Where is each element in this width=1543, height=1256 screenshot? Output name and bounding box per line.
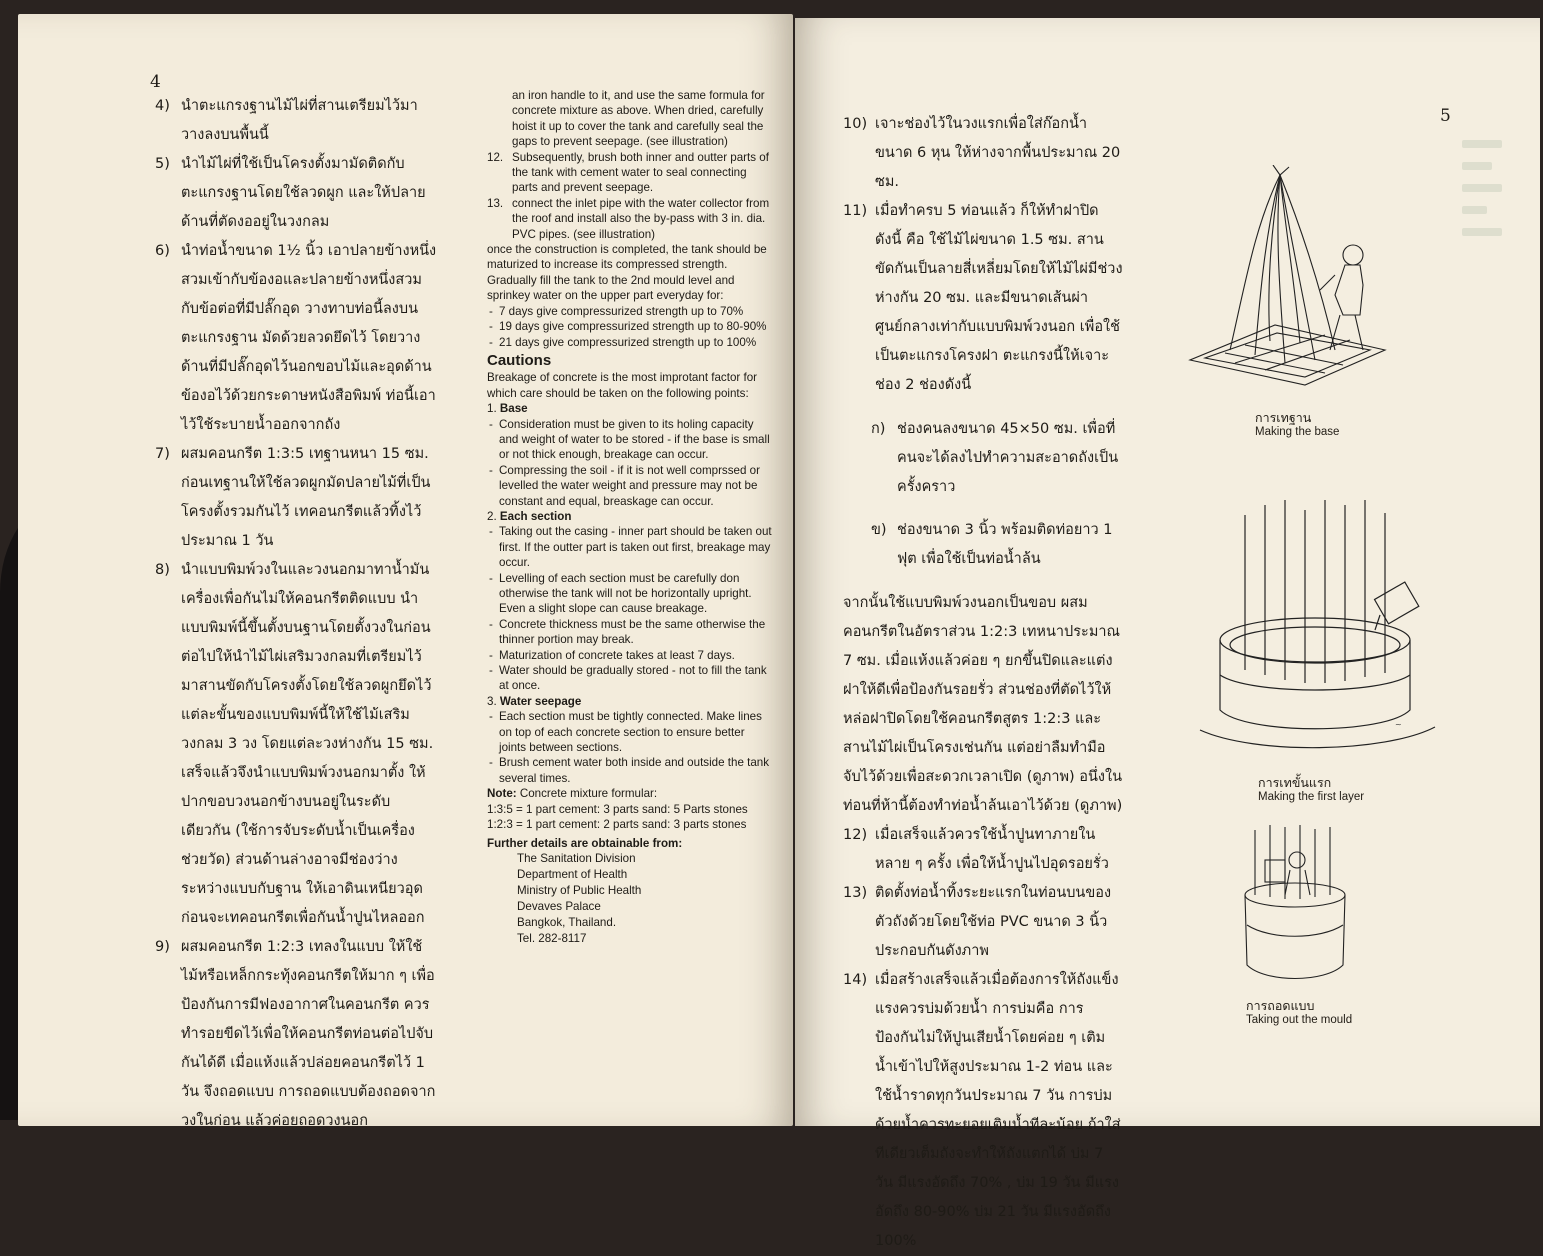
note-line: Note: Concrete mixture formular:	[487, 787, 658, 801]
thai-paragraph: จากนั้นใช้แบบพิมพ์วงนอกเป็นขอบ ผสมคอนกรีตในอัตราส่วน 1:2:3 เทหนาประมาณ 7 ซม. เมื่อแห้งแล้วค่อย ๆ ยกขึ้นปิดและแต่งฝาให้ดีเพื่อป้องกันรอยรั่ว ส่วนช่องที่ตัดไว้ให้หล่อฝาปิดโดยใช้คอนกรีตสูตร 1:2:3 และสานไม้ไผ่เป็นโครงเช่นกัน แต่อย่าลืมทำมือจับไว้ด้วยเพื่อสะดวกเวลาเปิด (ดูภาพ) อนึ่งในท่อนที่ห้านี้ต้องทำท่อน้ำล้นเอาไว้ด้วย (ดูภาพ)	[843, 594, 1123, 814]
address-line: The Sanitation Division	[517, 851, 636, 865]
figure-caption-first-layer: การเทขั้นแรก Making the first layer	[1258, 775, 1365, 803]
figure-caption-base: การเทฐาน Making the base	[1255, 410, 1340, 438]
left-thai-column	[155, 92, 437, 1136]
section-heading: 3. Water seepage	[487, 694, 582, 708]
address-line: Tel. 282-8117	[517, 931, 587, 945]
caution-item: - Consideration must be given to its holing capacity and weight of water to be stored - if the base is small or not thick enough, breakage can occur.	[487, 417, 774, 463]
figure-caption-taking-out-mould: การถอดแบบ Taking out the mould	[1246, 998, 1353, 1026]
strength-item: - 19 days give compressurized strength up to 80-90%	[487, 319, 774, 334]
thai-step: 14) เมื่อสร้างเสร็จแล้วเมื่อต้องการให้ถังแข็งแรงควรบ่มด้วยน้ำ การบ่มคือ การป้องกันไม่ให้ปูนเสียน้ำโดยค่อย ๆ เติมน้ำเข้าไปให้สูงประมาณ 1-2 ท่อน และใช้น้ำราดทุกวันประมาณ 7 วัน การบ่มด้วยน้ำควรทะยอยเติมน้ำทีละน้อย ถ้าใส่ทีเดียวเต็มถังจะทำให้ถังแตกได้ บ่ม 7 วัน มีแรงอัดถึง 70% , บ่ม 19 วัน มีแรงอัดถึง 80-90% บ่ม 21 วัน มีแรงอัดถึง 100%	[843, 971, 1121, 1249]
caution-item: - Brush cement water both inside and outside the tank several times.	[487, 755, 774, 786]
thai-substep: ก) ช่องคนลงขนาด 45×50 ซม. เพื่อที่คนจะได้ลงไปทำความสะอาดถังเป็นครั้งคราว	[871, 420, 1119, 495]
address-line: Devaves Palace	[517, 899, 601, 913]
caution-item: - Concrete thickness must be the same otherwise the thinner portion may break.	[487, 617, 774, 648]
english-step-13: 13. connect the inlet pipe with the water collector from the roof and install also the by-pass with 3 in. dia. PVC pipes. (see illustration)	[487, 196, 770, 241]
caution-item: - Maturization of concrete takes at least 7 days.	[487, 648, 774, 663]
thai-step: 8) นำแบบพิมพ์วงในและวงนอกมาทาน้ำมันเครื่องเพื่อกันไม่ให้คอนกรีตติดแบบ นำแบบพิมพ์นี้ขึ้นตั้งบนฐานโดยตั้งวงในก่อน ต่อไปให้นำไม้ไผ่เสริมวงกลมที่เตรียมไว้มาสานขัดกับโครงตั้งโดยใช้ลวดผูกยึดไว้ แต่ละขั้นของแบบพิมพ์นี้ให้ใช้ไม้เสริมวงกลม 3 วง โดยแต่ละวงห่างกัน 15 ซม. เสร็จแล้วจึงนำแบบพิมพ์วงนอกมาตั้ง ให้ปากขอบวงนอกข้างบนอยู่ในระดับเดียวกัน (ใช้การจับระดับน้ำเป็นเครื่องช่วยวัด) ส่วนด้านล่างอาจมีช่องว่างระหว่างแบบกับฐาน ให้เอาดินเหนียวอุดก่อนจะเทคอนกรีตเพื่อกันน้ำปูนไหลออก	[155, 562, 434, 926]
thai-step: 9) ผสมคอนกรีต 1:2:3 เทลงในแบบ ให้ใช้ไม้หรือเหล็กกระทุ้งคอนกรีตให้มาก ๆ เพื่อป้องกันการมีฟองอากาศในคอนกรีต ควรทำรอยขีดไว้เพื่อให้คอนกรีตท่อนต่อไปจับกันได้ดี เมื่อแห้งแล้วปล่อยคอนกรีตไว้ 1 วัน จึงถอดแบบ การถอดแบบต้องถอดจากวงในก่อน แล้วค่อยถอดวงนอก	[155, 939, 436, 1129]
right-thai-column	[843, 110, 1123, 1256]
english-column	[487, 88, 774, 947]
english-step-12: 12. Subsequently, brush both inner and outter parts of the tank with cement water to seal connecting parts and prevent seepage.	[487, 150, 769, 195]
cautions-heading: Cautions	[487, 351, 552, 369]
address-line: Bangkok, Thailand.	[517, 915, 617, 929]
thai-step: 11) เมื่อทำครบ 5 ท่อนแล้ว ก็ให้ทำฝาปิดดังนี้ คือ ใช้ไม้ไผ่ขนาด 1.5 ซม. สานขัดกันเป็นลายสี่เหลี่ยมโดยให้ไม้ไผ่มีช่วงห่างกัน 20 ซม. และมีขนาดเส้นผ่าศูนย์กลางเท่ากับแบบพิมพ์วงนอก เพื่อใช้เป็นตะแกรงโครงฝา ตะแกรงนี้ให้เจาะช่อง 2 ช่องดังนี้	[843, 203, 1123, 393]
figure-first-layer	[1195, 495, 1465, 765]
figure-making-base	[1185, 165, 1395, 395]
strength-item: - 7 days give compressurized strength up to 70%	[487, 304, 774, 319]
strength-item: - 21 days give compressurized strength up to 100%	[487, 335, 774, 350]
address-line: Ministry of Public Health	[517, 883, 642, 897]
thai-step: 5) นำไม้ไผ่ที่ใช้เป็นโครงตั้งมามัดติดกับตะแกรงฐานโดยใช้ลวดผูก และให้ปลายด้านที่ตัดงออยู่ในวงกลม	[155, 156, 426, 230]
thai-step: 7) ผสมคอนกรีต 1:3:5 เทฐานหนา 15 ซม. ก่อนเทฐานให้ใช้ลวดผูกมัดปลายไม้ที่เป็นโครงตั้งรวมกันไว้ เทคอนกรีตแล้วทิ้งไว้ประมาณ 1 วัน	[155, 446, 431, 549]
thai-substep: ข) ช่องขนาด 3 นิ้ว พร้อมติดท่อยาว 1 ฟุต เพื่อใช้เป็นท่อน้ำล้น	[871, 522, 1113, 567]
thai-step: 6) นำท่อน้ำขนาด 1½ นิ้ว เอาปลายข้างหนึ่งสวมเข้ากับข้องอและปลายข้างหนึ่งสวมกับข้อต่อที่มีปลั๊กอุด วางทาบท่อนี้ลงบนตะแกรงฐาน มัดด้วยลวดยึดไว้ โดยวางด้านที่มีปลั๊กอุดไว้นอกขอบไม้และอุดด้านข้องอไว้ด้วยกระดาษหนังสือพิมพ์ ท่อนี้เอาไว้ใช้ระบายน้ำออกจากถัง	[155, 243, 437, 433]
thai-step: 4) นำตะแกรงฐานไม้ไผ่ที่สานเตรียมไว้มาวางลงบนพื้นนี้	[155, 98, 418, 143]
page-number-right: 5	[1440, 106, 1451, 126]
bleed-through	[1462, 140, 1502, 250]
address-line: Department of Health	[517, 867, 628, 881]
thai-step: 10) เจาะช่องไว้ในวงแรกเพื่อใส่ก๊อกน้ำขนาด 6 หุน ให้ห่างจากพื้นประมาณ 20 ซม.	[843, 116, 1121, 190]
thai-step: 13) ติดตั้งท่อน้ำทิ้งระยะแรกในท่อนบนของตัวถังด้วยโดยใช้ท่อ PVC ขนาด 3 นิ้ว ประกอบกันดังภาพ	[843, 884, 1112, 959]
english-continuation: an iron handle to it, and use the same formula for concrete mixture as above. When dried, carefully hoist it up to cover the tank and carefully seal the gaps to prevent seepage. (see illustration)	[512, 89, 765, 149]
section-heading: 2. Each section	[487, 509, 572, 523]
further-details-heading: Further details are obtainable from:	[487, 836, 683, 850]
thai-step: 12) เมื่อเสร็จแล้วควรใช้น้ำปูนทาภายในหลาย ๆ ครั้ง เพื่อให้น้ำปูนไปอุดรอยรั่ว	[843, 826, 1109, 872]
caution-item: - Taking out the casing - inner part should be taken out first. If the outter part is taken out first, breakage may occur.	[487, 524, 774, 570]
caution-item: - Levelling of each section must be carefully don otherwise the tank will not be horizontally upright. Even a slight slope can cause breakage.	[487, 571, 774, 617]
section-heading: 1. Base	[487, 402, 528, 416]
figure-taking-out-mould	[1235, 825, 1355, 985]
caution-item: - Each section must be tightly connected. Make lines on top of each concrete section to ensure better joints between sections.	[487, 709, 774, 755]
caution-item: - Compressing the soil - if it is not well comprssed or levelled the water weight and pressure may not be constant and equal, breaskage can occur.	[487, 463, 774, 509]
cautions-intro: Breakage of concrete is the most improtant factor for which care should be taken on the following points:	[487, 371, 758, 400]
mix-formula: 1:3:5 = 1 part cement: 3 parts sand: 5 Parts stones	[487, 802, 748, 816]
maturize-paragraph: once the construction is completed, the tank should be maturized to increase its compressed strength. Gradually fill the tank to the 2nd mould level and sprinkey water on the upper part everyday for:	[487, 243, 767, 303]
page-number-left: 4	[150, 72, 161, 92]
caution-item: - Water should be gradually stored - not to fill the tank at once.	[487, 663, 774, 694]
illustrator-signature: ~	[1395, 720, 1402, 729]
mix-formula: 1:2:3 = 1 part cement: 2 parts sand: 3 parts stones	[487, 818, 747, 832]
